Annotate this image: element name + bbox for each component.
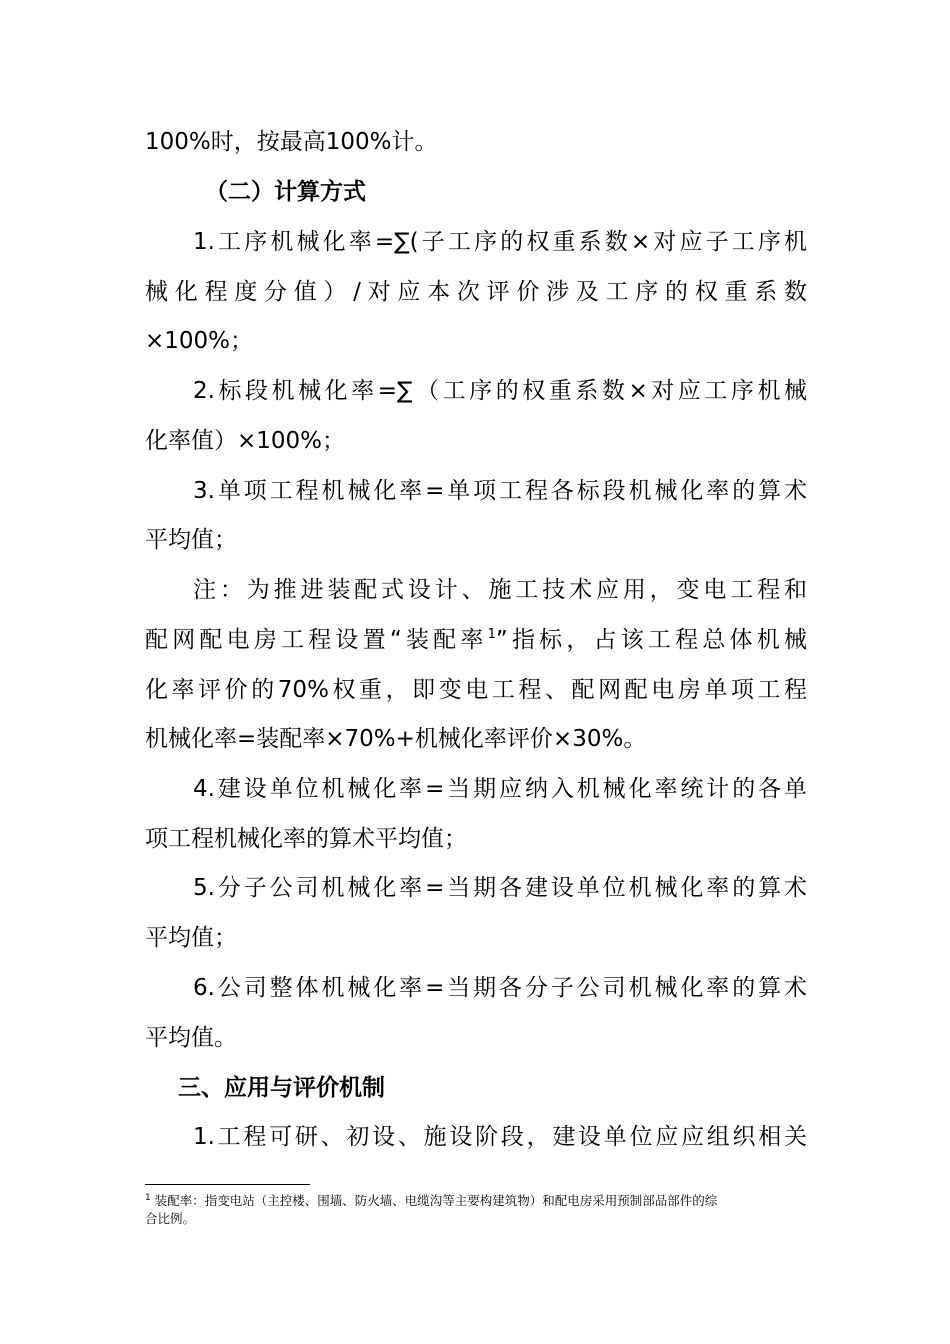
body-line-13: 6.公司整体机械化率=当期各分子公司机械化率的算术 xyxy=(193,975,807,1001)
note-line-1: 注：为推进装配式设计、施工技术应用，变电工程和 xyxy=(193,577,807,603)
footnote-line-1 xyxy=(145,1192,807,1209)
body-line-2: 1.工序机械化率=∑(子工序的权重系数×对应子工序机 xyxy=(193,229,807,255)
body-line-1: 100%时，按最高100%计。 xyxy=(145,129,438,155)
footnote-line-2: 合比例。 xyxy=(145,1211,196,1226)
body-line-5: 2.标段机械化率=∑（工序的权重系数×对应工序机械 xyxy=(193,378,807,404)
body-line-4: ×100%； xyxy=(145,328,254,354)
footnote-reference-marker[interactable]: 1 xyxy=(487,627,496,642)
body-line-15: 1.工程可研、初设、施设阶段，建设单位应应组织相关 xyxy=(193,1124,807,1150)
footnote-separator xyxy=(145,1184,310,1185)
body-line-14: 平均值。 xyxy=(145,1025,237,1051)
note-line-2-text-b: ”指标，占该工程总体机械 xyxy=(495,627,807,653)
footnote-marker: 1 xyxy=(145,1193,151,1203)
footnote-text-1: 装配率：指变电站（主控楼、围墙、防火墙、电缆沟等主要构建筑物）和配电房采用预制部品部件的综 xyxy=(154,1193,718,1208)
note-line-4: 机械化率=装配率×70%+机械化率评价×30%。 xyxy=(145,726,647,752)
body-line-11: 5.分子公司机械化率=当期各建设单位机械化率的算术 xyxy=(193,875,807,901)
body-line-6: 化率值）×100%； xyxy=(145,428,346,454)
body-line-9: 4.建设单位机械化率=当期应纳入机械化率统计的各单 xyxy=(193,776,807,802)
section-heading-application: 三、应用与评价机制 xyxy=(178,1075,385,1101)
note-line-3: 化率评价的70%权重，即变电工程、配网配电房单项工程 xyxy=(145,677,807,703)
note-line-2 xyxy=(145,625,807,655)
body-line-12: 平均值； xyxy=(145,925,237,951)
body-line-3: 械化程度分值）/对应本次评价涉及工序的权重系数 xyxy=(145,279,807,305)
body-line-7: 3.单项工程机械化率=单项工程各标段机械化率的算术 xyxy=(193,478,807,504)
section-heading-calculation-method: （二）计算方式 xyxy=(205,179,366,205)
note-line-2-text-a: 配网配电房工程设置“装配率 xyxy=(145,627,488,653)
body-line-8: 平均值； xyxy=(145,527,237,553)
body-line-10: 项工程机械化率的算术平均值； xyxy=(145,826,467,852)
